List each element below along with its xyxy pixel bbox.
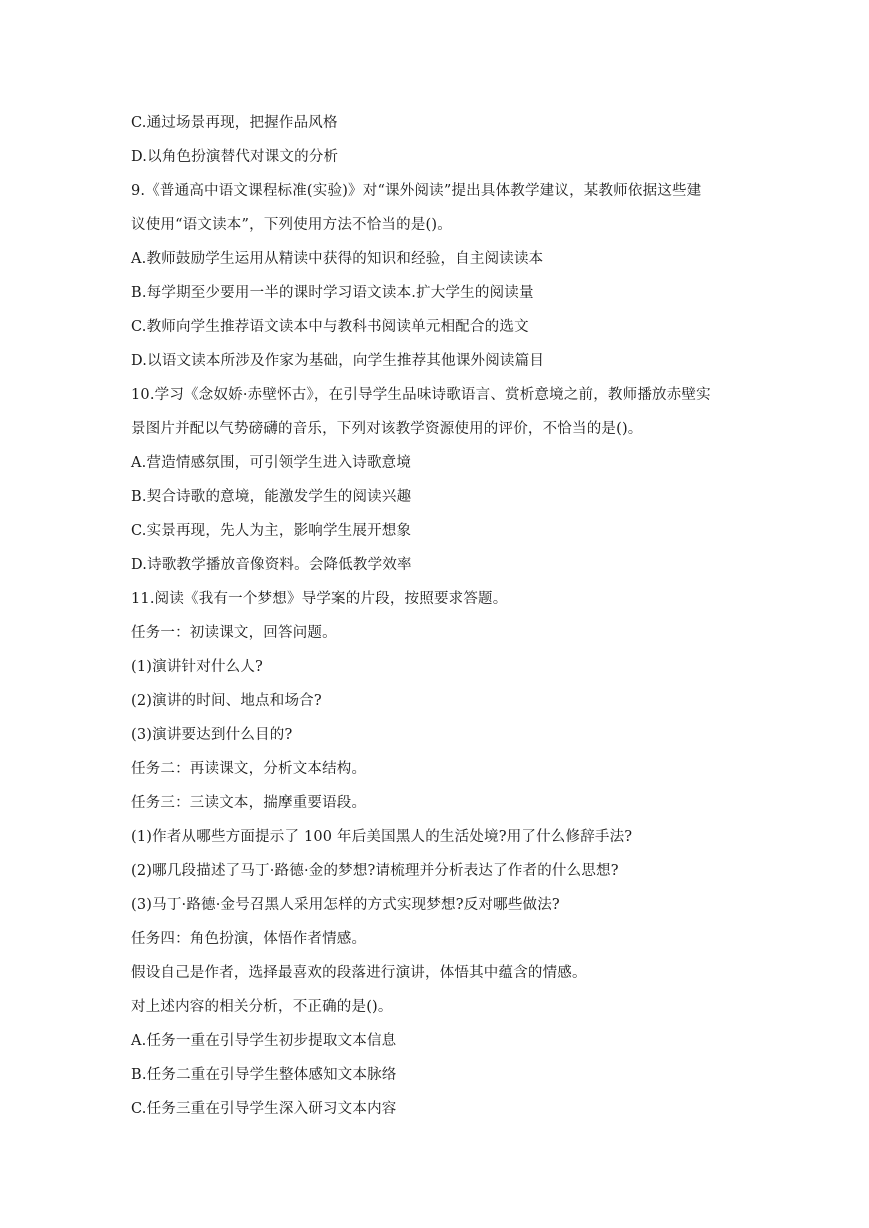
question-11-option-b: B.任务二重在引导学生整体感知文本脉络 — [131, 1067, 397, 1083]
task-2-heading: 任务二：再读课文，分析文本结构。 — [131, 761, 367, 777]
question-10-option-d: D.诗歌教学播放音像资料。会降低教学效率 — [131, 557, 412, 573]
question-11-option-a: A.任务一重在引导学生初步提取文本信息 — [131, 1033, 397, 1049]
question-11-intro: 11.阅读《我有一个梦想》导学案的片段，按照要求答题。 — [131, 591, 508, 607]
task-1-item-3: (3)演讲要达到什么目的? — [131, 727, 293, 743]
question-9-option-a: A.教师鼓励学生运用从精读中获得的知识和经验，自主阅读读本 — [131, 251, 544, 267]
task-1-item-2: (2)演讲的时间、地点和场合? — [131, 693, 322, 709]
question-10-option-c: C.实景再现，先人为主，影响学生展开想象 — [131, 523, 412, 539]
task-1-heading: 任务一：初读课文，回答问题。 — [131, 625, 337, 641]
question-10-line-2: 景图片并配以气势磅礴的音乐，下列对该教学资源使用的评价，不恰当的是()。 — [131, 421, 643, 437]
question-11-prompt: 对上述内容的相关分析，不正确的是()。 — [131, 999, 393, 1015]
task-1-item-1: (1)演讲针对什么人? — [131, 659, 264, 675]
question-9-option-b: B.每学期至少要用一半的课时学习语文读本.扩大学生的阅读量 — [131, 285, 534, 301]
question-9-option-c: C.教师向学生推荐语文读本中与教科书阅读单元相配合的选文 — [131, 319, 529, 335]
task-3-item-1: (1)作者从哪些方面提示了 100 年后美国黑人的生活处境?用了什么修辞手法? — [131, 829, 633, 845]
task-4-body: 假设自己是作者，选择最喜欢的段落进行演讲，体悟其中蕴含的情感。 — [131, 965, 587, 981]
question-10-option-b: B.契合诗歌的意境，能激发学生的阅读兴趣 — [131, 489, 412, 505]
question-9-option-d: D.以语文读本所涉及作家为基础，向学生推荐其他课外阅读篇目 — [131, 353, 545, 369]
question-11-option-c: C.任务三重在引导学生深入研习文本内容 — [131, 1101, 397, 1117]
question-10-option-a: A.营造情感氛围，可引领学生进入诗歌意境 — [131, 455, 412, 471]
text-line-option-c: C.通过场景再现，把握作品风格 — [131, 115, 338, 131]
task-3-item-3: (3)马丁·路德·金号召黑人采用怎样的方式实现梦想?反对哪些做法? — [131, 897, 560, 913]
task-3-item-2: (2)哪几段描述了马丁·路德·金的梦想?请梳理并分析表达了作者的什么思想? — [131, 863, 619, 879]
question-9-line-2: 议使用“语文读本”，下列使用方法不恰当的是()。 — [131, 217, 452, 233]
question-10-line-1: 10.学习《念奴娇·赤壁怀古》，在引导学生品味诗歌语言、赏析意境之前，教师播放赤壁实 — [131, 387, 711, 403]
task-4-heading: 任务四：角色扮演，体悟作者情感。 — [131, 931, 367, 947]
question-9-line-1: 9.《普通高中语文课程标准(实验)》对“课外阅读”提出具体教学建议，某教师依据这些建 — [131, 183, 702, 199]
task-3-heading: 任务三：三读文本，揣摩重要语段。 — [131, 795, 367, 811]
text-line-option-d: D.以角色扮演替代对课文的分析 — [131, 149, 339, 165]
